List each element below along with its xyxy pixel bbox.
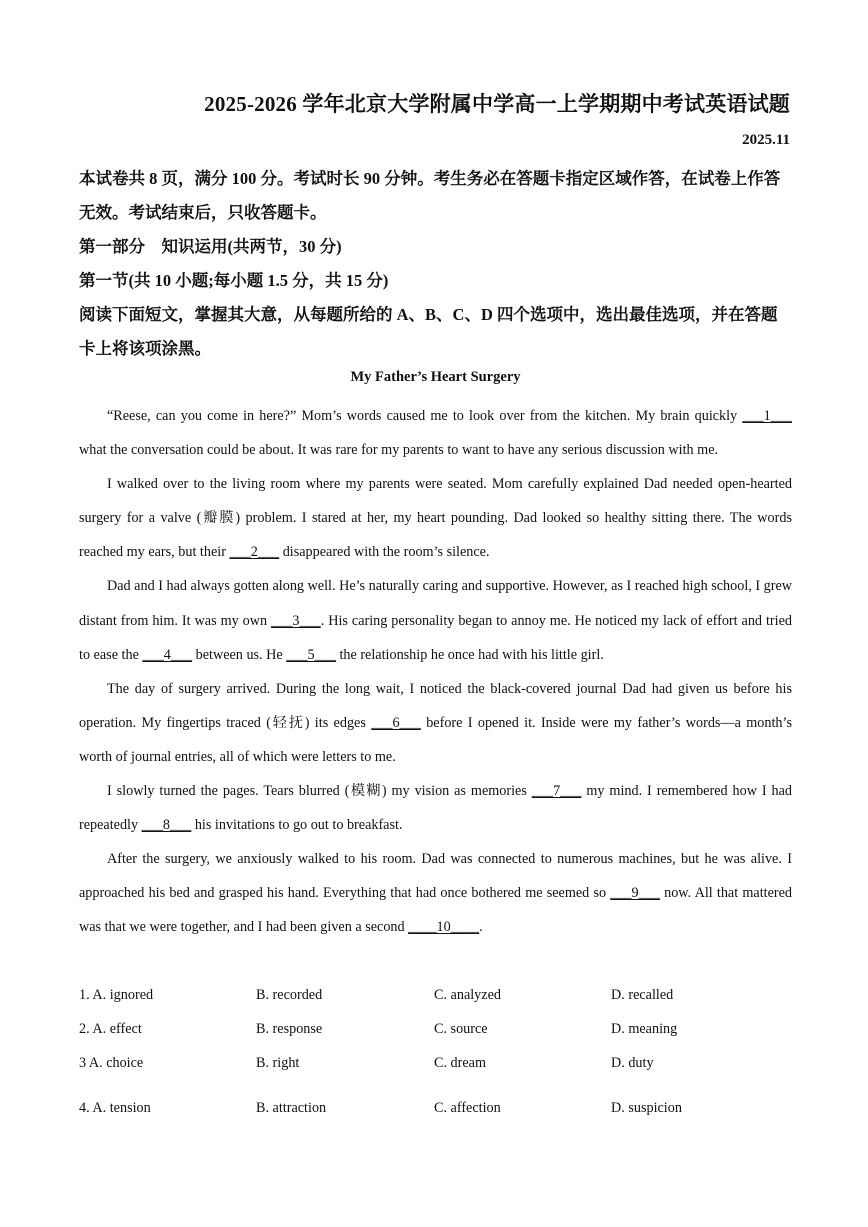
passage-text: his invitations to go out to breakfast. [191,817,403,834]
exam-date: 2025.11 [742,132,790,148]
passage-text: before I opened it. Inside were my father’s words—a month’s worth of journal entries, all of which were letters to me. [79,714,792,765]
option-a: 2. A. effect [79,1021,142,1037]
option-row [79,1012,792,1046]
passage-text: Dad and I had always gotten along well. He’s naturally caring and supportive. However, as I reached high school, I grew distant from him. It was my own [79,578,792,629]
passage-text: between us. He [192,646,287,663]
passage-body [79,399,792,945]
option-b: B. attraction [256,1100,327,1116]
passage-text: my mind. I remembered how I had repeatedly [79,783,793,834]
cloze-blank: ___9___ [610,885,660,902]
passage-text: I slowly turned the pages. Tears blurred (模糊) my vision as memories [107,783,532,800]
passage-text: . His caring personality began to annoy me. He noticed my lack of effort and tried to ease the [79,612,792,663]
cloze-blank: ___5___ [286,646,336,663]
answer-options [79,978,792,1125]
part-one-heading: 第一部分 知识运用(共两节，30 分) [79,237,342,256]
cloze-blank: ___1___ [742,408,792,424]
option-b: B. response [256,1021,323,1037]
passage-text: the relationship he once had with his little girl. [335,646,604,663]
cloze-blank: ___2___ [229,544,280,561]
section-directions: 阅读下面短文，掌握其大意，从每题所给的 A、B、C、D 四个选项中，选出最佳选项，并在答题卡上将该项涂黑。 [79,305,778,358]
exam-rules-text: 本试卷共 8 页，满分 100 分。考试时长 90 分钟。考生务必在答题卡指定区域作答，在试卷上作答无效。考试结束后，只收答题卡。 [79,169,781,222]
passage-paragraph [79,672,792,774]
option-c: C. source [434,1021,488,1037]
option-row [79,1046,792,1091]
passage-text: After the surgery, we anxiously walked to his room. Dad was connected to numerous machines, but he was alive. I approached his bed and grasped his hand. Everything that had once bothered me seemed so [79,851,792,902]
option-d: D. suspicion [611,1100,682,1116]
option-b: B. right [256,1055,300,1071]
passage-title: My Father’s Heart Surgery [350,369,521,385]
passage-text: “Reese, can you come in here?” Mom’s words caused me to look over from the kitchen. My brain quickly [107,408,743,424]
option-c: C. dream [434,1055,487,1071]
instructions-block [79,162,792,366]
option-a: 4. A. tension [79,1100,151,1116]
option-d: D. duty [611,1055,654,1071]
exam-title: 2025-2026 学年北京大学附属中学高一上学期期中考试英语试题 [204,92,790,116]
cloze-blank: ___7___ [531,783,582,800]
passage-paragraph [79,399,792,467]
option-d: D. meaning [611,1021,678,1037]
option-a: 1. A. ignored [79,987,154,1003]
cloze-blank: ___3___ [271,612,321,629]
option-b: B. recorded [256,987,323,1003]
passage-paragraph [79,774,792,842]
passage-text: disappeared with the room’s silence. [279,544,490,561]
passage-text: . [479,919,483,936]
option-c: C. analyzed [434,987,501,1003]
option-row [79,1091,792,1125]
passage-text: what the conversation could be about. It was rare for my parents to want to have any serious discussion with me. [79,442,719,459]
option-row [79,978,792,1012]
cloze-blank: ____10____ [408,919,480,936]
passage-paragraph [79,842,792,944]
passage-paragraph [79,467,792,569]
option-d: D. recalled [611,987,674,1003]
passage-text: now. All that mattered was that we were together, and I had been given a second [79,885,792,936]
cloze-blank: ___4___ [142,646,193,663]
cloze-blank: ___8___ [141,817,192,834]
passage-paragraph [79,569,792,671]
option-c: C. affection [434,1100,501,1116]
passage-text: I walked over to the living room where my parents were seated. Mom carefully explained Dad needed open-hearted surgery for a valve (瓣膜) problem. I stared at her, my heart pounding. Dad looked so healthy sitting there. The words reached my ears, but their [79,476,792,561]
cloze-blank: ___6___ [371,714,421,731]
section-one-heading: 第一节(共 10 小题;每小题 1.5 分，共 15 分) [79,271,389,290]
option-a: 3 A. choice [79,1055,144,1071]
passage-text: The day of surgery arrived. During the long wait, I noticed the black-covered journal Dad had given us before his operation. My fingertips traced (轻抚) its edges [79,680,792,731]
